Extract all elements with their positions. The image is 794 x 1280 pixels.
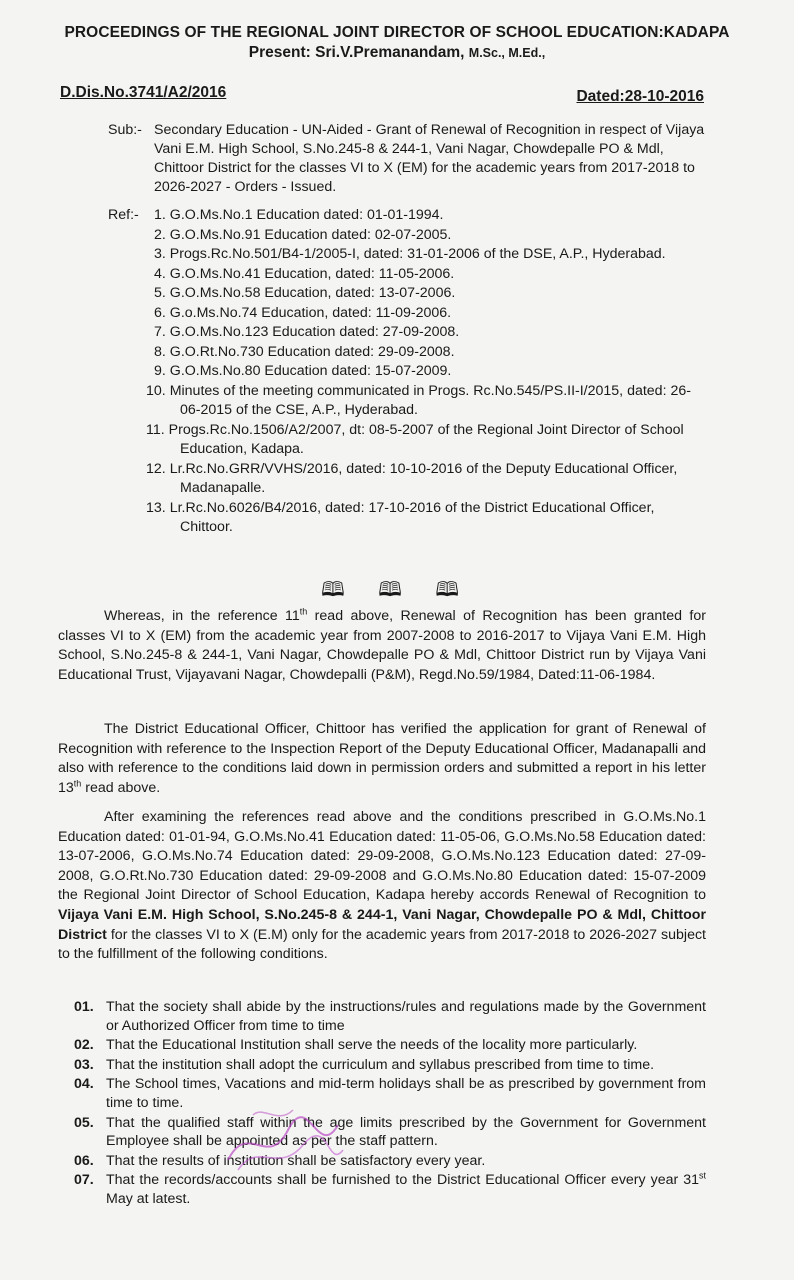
reference-item (108, 499, 708, 538)
references-block (108, 206, 708, 538)
reference-item (108, 323, 708, 343)
reference-item (108, 206, 708, 226)
paragraph-whereas: Whereas, in the reference 11th read above, Renewal of Recognition has been granted for classes VI to X (EM) from the academic year from 2007-2008 to 2016-2017 to Vijaya Vani E.M. High School, S.No.245-8 & 244-1, Vani Nagar, Chowdepalle PO & Mdl, Chittoor District run by Vijaya Vani Educational Trust, Vijayavani Nagar, Chowdepalli (P&M), Regd.No.59/1984, Dated:11-06-1984. (58, 606, 706, 683)
reference-number: 8. (154, 343, 166, 360)
condition-item (58, 1171, 706, 1208)
dated: Dated:28-10-2016 (576, 88, 704, 105)
reference-item (108, 460, 708, 499)
condition-text: That the results of institution shall be satisfactory every year. (106, 1152, 486, 1169)
reference-number: 12. (146, 460, 166, 477)
reference-text: G.O.Rt.No.730 Education dated: 29-09-2008. (169, 343, 455, 360)
paragraph-accords: After examining the references read above and the conditions prescribed in G.O.Ms.No.1 Education dated: 01-01-94, G.O.Ms.No.41 Education dated: 11-05-06, G.O.Ms.No.58 Education dated: 13-07-2006, G.O.Ms.No.74 Education dated: 29-09-2008, G.O.Ms.No.123 Education dated: 27-09-2008, G.O.Rt.No.730 Education dated: 29-09-2008 and G.O.Ms.No.80 Education dated: 15-07-2009 the Regional Joint Director of School Education, Kadapa hereby accords Renewal of Recognition to Vijaya Vani E.M. High School, S.No.245-8 & 244-1, Vani Nagar, Chowdepalle PO & Mdl, Chittoor District for the classes VI to X (E.M) only for the academic years from 2017-2018 to 2026-2027 subject to the fulfillment of the following conditions. (58, 809, 706, 963)
condition-text: That the society shall abide by the instructions/rules and regulations made by the Government or Authorized Officer from time to time (106, 999, 706, 1034)
references-list (108, 206, 708, 538)
reference-item (108, 343, 708, 363)
reference-item (108, 284, 708, 304)
conditions-list (58, 998, 706, 1210)
condition-tail: May at latest. (106, 1190, 191, 1207)
condition-number: 01. (74, 999, 94, 1015)
condition-item (58, 1056, 706, 1075)
condition-item (58, 1075, 706, 1112)
subject-label: Sub:- (108, 122, 142, 138)
condition-number: 07. (74, 1172, 94, 1189)
reference-number: 6. (154, 304, 166, 321)
reference-number: 13. (146, 499, 166, 516)
reference-item (108, 265, 708, 285)
present-name: Present: Sri.V.Premanandam, (248, 44, 465, 61)
dis-number: D.Dis.No.3741/A2/2016 (60, 84, 227, 101)
reference-text: G.O.Ms.No.1 Education dated: 01-01-1994. (169, 207, 444, 223)
condition-text: The School times, Vacations and mid-term holidays shall be as prescribed by government from time to time. (106, 1076, 706, 1111)
reference-item (108, 245, 708, 265)
proceedings-heading: PROCEEDINGS OF THE REGIONAL JOINT DIRECTOR OF SCHOOL EDUCATION:KADAPA (64, 24, 730, 41)
subject-text: Secondary Education - UN-Aided - Grant of Renewal of Recognition in respect of Vijaya Vani E.M. High School, S.No.245-8 & 244-1, Vani Nagar, Chowdepalle PO & Mdl, Chittoor District for the classes VI to X (EM) for the academic years from 2017-2018 to 2026-2027 - Orders - Issued. (154, 122, 705, 195)
condition-number: 04. (74, 1076, 94, 1093)
reference-number: 9. (154, 363, 166, 379)
present-degrees: M.Sc., M.Ed., (468, 46, 546, 60)
reference-text: Lr.Rc.No.GRR/VVHS/2016, dated: 10-10-2016 of the Deputy Educational Officer, Madanapalle. (169, 460, 678, 496)
condition-number: 06. (74, 1152, 94, 1169)
condition-item (58, 1036, 706, 1055)
reference-text: G.O.Ms.No.58 Education, dated: 13-07-2006. (169, 285, 456, 301)
reference-number: 5. (154, 285, 166, 301)
condition-item (58, 1114, 706, 1151)
reference-text: G.o.Ms.No.74 Education, dated: 11-09-2006. (169, 304, 452, 321)
reference-item (108, 304, 708, 324)
subject-block (108, 121, 710, 197)
condition-text: That the institution shall adopt the curriculum and syllabus prescribed from time to time. (106, 1056, 655, 1073)
book-ornament-icons: 🕮 🕮 🕮 (321, 579, 473, 601)
condition-number: 03. (74, 1056, 94, 1073)
condition-text: That the qualified staff within the age limits prescribed by the Government for Government Employee shall be appointed as per the staff pattern. (106, 1114, 706, 1150)
reference-text: G.O.Ms.No.123 Education dated: 27-09-2008. (169, 324, 460, 340)
reference-text: G.O.Ms.No.41 Education, dated: 11-05-2006. (169, 265, 455, 282)
reference-number: 11. (146, 421, 165, 438)
condition-number: 02. (74, 1037, 94, 1054)
reference-item (108, 421, 708, 460)
reference-number: 2. (154, 226, 166, 243)
reference-text: Lr.Rc.No.6026/B4/2016, dated: 17-10-2016 of the District Educational Officer, Chittoor. (169, 499, 655, 535)
reference-number: 10. (146, 382, 166, 399)
reference-text: G.O.Ms.No.80 Education dated: 15-07-2009. (169, 363, 452, 379)
reference-text: Progs.Rc.No.1506/A2/2007, dt: 08-5-2007 of the Regional Joint Director of School Education, Kadapa. (168, 421, 684, 457)
reference-item (108, 226, 708, 246)
references-label: Ref:- (108, 207, 139, 223)
condition-text: That the Educational Institution shall serve the needs of the locality more particularly. (106, 1037, 638, 1054)
reference-number: 7. (154, 324, 166, 340)
reference-number: 4. (154, 265, 166, 282)
reference-text: G.O.Ms.No.91 Education dated: 02-07-2005. (169, 226, 452, 243)
condition-sup: st (698, 1170, 706, 1181)
condition-item (58, 1152, 706, 1171)
condition-item (58, 998, 706, 1035)
reference-item (108, 382, 708, 421)
condition-text: That the records/accounts shall be furnished to the District Educational Officer every year 31 (106, 1172, 699, 1189)
reference-number: 1. (154, 207, 166, 223)
reference-number: 3. (154, 246, 166, 262)
paragraph-deo-verification: The District Educational Officer, Chittoor has verified the application for grant of Renewal of Recognition with reference to the Inspection Report of the Deputy Educational Officer, Madanapalli and also with reference to the conditions laid down in permission orders and submitted a report in his letter 13th read above. (58, 721, 706, 796)
condition-number: 05. (74, 1114, 94, 1131)
reference-item (108, 362, 708, 382)
present-line (0, 44, 794, 62)
reference-text: Minutes of the meeting communicated in Progs. Rc.No.545/PS.II-I/2015, dated: 26-06-2015 of the CSE, A.P., Hyderabad. (169, 382, 691, 418)
reference-text: Progs.Rc.No.501/B4-1/2005-I, dated: 31-01-2006 of the DSE, A.P., Hyderabad. (169, 246, 666, 262)
